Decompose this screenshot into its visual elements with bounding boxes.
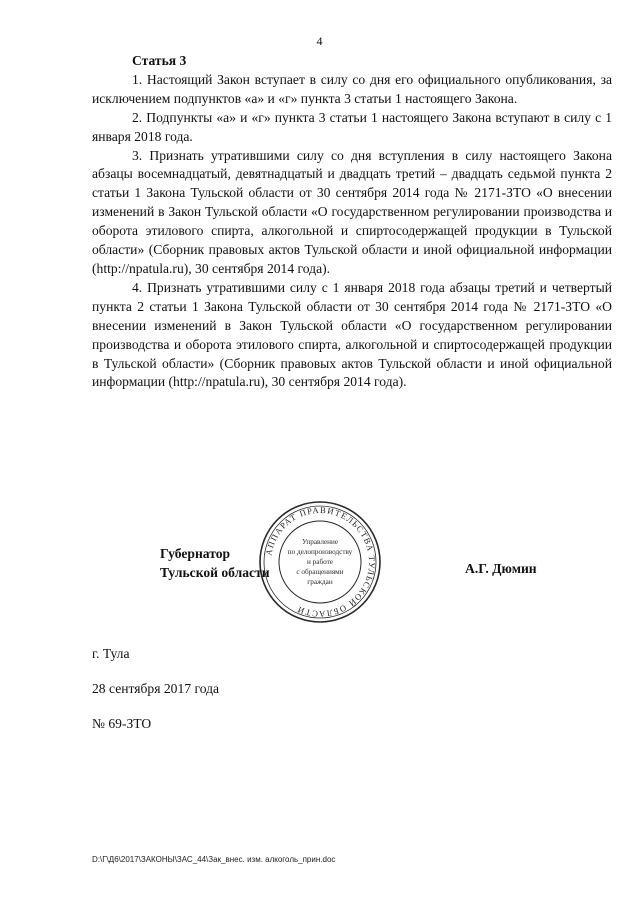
- seal-inner-line-2: по делопроизводству: [287, 548, 353, 556]
- file-path: D:\Г\Д6\2017\ЗАКОНЫ\ЗАС_44\Зак_внес. изм. алкоголь_прин.doc: [92, 855, 336, 864]
- law-date: 28 сентября 2017 года: [92, 681, 220, 696]
- paragraph-1: 1. Настоящий Закон вступает в силу со дня его официального опубликования, за исключением подпунктов «а» и «г» пункта 3 статьи 1 настоящего Закона.: [92, 71, 612, 106]
- seal-inner-line-4: с обращениями: [296, 568, 344, 576]
- paragraph-4: 4. Признать утратившими силу с 1 января 2018 года абзацы третий и четвертый пункта 2 статьи 1 Закона Тульской области от 30 сентября 2014 года № 2171-ЗТО «О внесении изменений в Закон Тульской области «О государственном регулировании производства и оборота этилового спирта, алкогольной и спиртосодержащей продукции в Тульской области» (Сборник правовых актов Тульской области и иной официальной информации (http://npatula.ru), 30 сентября 2014 года).: [92, 279, 612, 390]
- city: г. Тула: [92, 646, 130, 661]
- seal-outer-text: АППАРАТ ПРАВИТЕЛЬСТВА ТУЛЬСКОЙ ОБЛАСТИ: [263, 504, 378, 620]
- seal-inner-line-5: граждан: [307, 578, 333, 586]
- seal-inner-line-3: и работе: [307, 558, 333, 566]
- official-seal: [256, 498, 384, 626]
- page-number: 4: [316, 34, 323, 48]
- paragraph-2: 2. Подпункты «а» и «г» пункта 3 статьи 1 настоящего Закона вступают в силу с 1 января 2018 года.: [92, 109, 612, 144]
- signatory-title: [160, 544, 270, 582]
- article-body: [92, 52, 612, 392]
- article-heading: Статья 3: [132, 53, 187, 68]
- seal-inner-line-1: Управление: [301, 538, 339, 546]
- signatory-title-line-2: Тульской области: [160, 565, 270, 580]
- signatory-title-line-1: Губернатор: [160, 546, 231, 561]
- law-number: № 69-ЗТО: [92, 716, 152, 731]
- signatory-name: А.Г. Дюмин: [465, 561, 537, 576]
- paragraph-3: 3. Признать утратившими силу со дня вступления в силу настоящего Закона абзацы восемнадцатый, девятнадцатый и двадцать третий – двадцать седьмой пункта 2 статьи 1 Закона Тульской области от 30 сентября 2014 года № 2171-ЗТО «О внесении изменений в Закон Тульской области «О государственном регулировании производства и оборота этилового спирта, алкогольной и спиртосодержащей продукции в Тульской области» (Сборник правовых актов Тульской области и иной официальной информации (http://npatula.ru), 30 сентября 2014 года).: [92, 147, 612, 276]
